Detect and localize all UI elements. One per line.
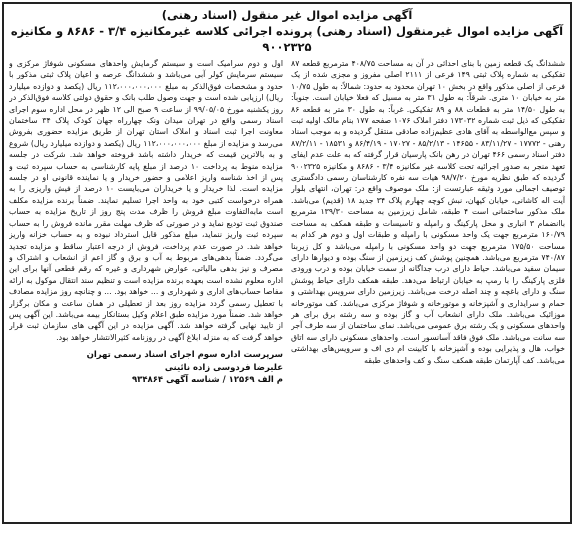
notice-body	[9, 58, 565, 548]
property-description: ششدانگ یک قطعه زمین با بنای احداثی در آن به مساحت ۴۰۸/۷۵ مترمربع قطعه ۸۷ تفکیکی به شماره پلاک ثبتی ۱۴۹ فرعی از ۲۱۱۱ اصلی مفروز و مجزی شده از یک فرعی از اصلی مذکور واقع در بخش ۱۰ تهران محدود به حدود: شمالاً: به طول ۱۰/۷۵ متر به خیابان ۱۰ متری. شرقاً: به طول ۳۱ متر به مسیل که فعلا خیابان است. جنوباً: به طول ۱۴/۵۰ متر به قطعات ۸۸ و ۸۹ تفکیکی. غرباً: به طول ۳۰ متر به قطعه ۸۶ تفکیکی که ذیل ثبت شماره ۱۷۳۰۳۲ دفتر املاک ۱۰۷۶ صفحه ۱۷۷ بنام مالک اولیه ثبت و سپس مع‌الواسطه به آقای هادی عظیم‌زاده صادقی منتقل گردیده و به موجب اسناد رهنی - ۱۷۷۷۲ - ۸۳/۱۱/۲۷ - ۱۴۶۵۵ - ۸۵/۲/۱۳ - ۱۷۰۲۷ - ۸۶/۴/۱۹ و ۱۸۵۳۱ - ۸۷/۲/۱۱ دفتر اسناد رسمی ۴۶۶ تهران در رهن بانک پارسیان قرار گرفته که به علت عدم ایفای تعهد منجر به صدور اجرائیه تحت کلاسه غیر مکانیزه ۳/۴ - ۸۶۸۶ و مکانیزه ۹۰۰۲۳۲۵ گردیده که طبق نظریه مورخ ۹۸/۷/۲۰ هیات سه نفره کارشناسان رسمی دادگستری توصیف اجمالی مورد وثیقه عبارتست از: ملک موصوف واقع در: تهران، انتهای بلوار آیت اله کاشانی، خیابان کیهان، نبش کوچه چهارم پلاک ۳۴ جدید ۱۸ (قدیم) می‌باشد. ملک مذکور ساختمانی است ۴ طبقه، شامل زیرزمین به مساحت ۱۳۹/۳۰ مترمربع باانضمام ۳ انباری و محل پارکینگ و رامپله و تاسیسات و طبقه همکف به مساحت ۱۶۰/۷۹ مترمربع جهت یک واحد مسکونی با رامپله و طبقات اول و دوم هر کدام به مساحت ۱۷۵/۵۰ مترمربع جهت دو واحد مسکونی با رامپله می‌باشد و کل زیربنا ۷۴۰/۸۷ مترمربع می‌باشد. همچنین پوشش کف زیرزمین از سنگ بوده و دیوارها دارای سیمان سفید می‌باشد. حیاط دارای درب جداگانه از سمت خیابان بوده و درب ورودی فلزی پارکینگ را با رمپ به خیابان ارتباط می‌دهد. طبقه همکف دارای حیاط پوشش سنگ و دارای باغچه و چند اصله درخت می‌باشد. زیرزمین دارای سرویس بهداشتی و حمام و سرایداری و آشپزخانه و موتورخانه و شوفاژ مرکزی می‌باشد. کف موتورخانه موزائیک می‌باشد. ملک دارای انشعاب آب و گاز بوده و سه رشته برق برای هر واحدهای مسکونی و یک رشته برق عمومی می‌باشد. نمای ساختمان از سه طرف آجر سه سانت می‌باشد. ملک فوق فاقد آسانسور است. واحدهای مسکونی دارای سه اتاق خواب، هال و پذیرایی بوده و آشپزخانه با کابینت ام دی اف و سرویس‌های بهداشتی می‌باشد. کف آپارتمان طبقه همکف سنگ و کف واحدهای طبقه	[291, 59, 565, 365]
notice-subtitle: آگهی مزایده اموال غیرمنقول (اسناد رهنی) پرونده اجرائی کلاسه غیرمکانیزه ۳/۴ - ۸۶۸۶ و مکانیزه ۹۰۰۲۳۲۵	[10, 24, 564, 54]
auction-notice	[2, 2, 572, 524]
notice-id: م الف ۱۲۵۶۹ / شناسه آگهی ۹۳۴۸۶۴	[131, 375, 283, 386]
signatory-name: علیرضا فردوسی زاده نائینی	[164, 362, 283, 373]
right-column	[291, 58, 565, 548]
auction-terms: اول و دوم سرامیک است و سیستم گرمایش واحدهای مسکونی شوفاژ مرکزی و سیستم سرمایش کولر آبی می‌باشد و ششدانگ عرصه و اعیان پلاک ثبتی مذکور با حدود و مشخصات فوق‌الذکر به مبلغ ۱۱۲،۰۰۰،۰۰۰،۰۰۰ ریال (یکصد و دوازده میلیارد ریال) ارزیابی شده است و جهت وصول طلب بانک و حقوق دولتی کلاسه فوق‌الذکر در روز یکشنبه مورخ ۹۹/۰۵/۰۵ از ساعت ۹ صبح الی ۱۲ ظهر در محل اداره سوم اجرای اسناد رسمی واقع در تهران میدان ونک چهارراه جهان کودک پلاک ۳۴ ساختمان معاونت اجرا ثبت اسناد و املاک استان تهران از طریق مزایده حضوری بفروش می‌رسد و مزایده از مبلغ ۱۱۲،۰۰۰،۰۰۰،۰۰۰ ریال (یکصد و دوازده میلیارد ریال) شروع و به بالاترین قیمت که خریدار داشته باشد فروخته خواهد شد. شرکت در جلسه مزایده منوط به پرداخت ۱۰ درصد از مبلغ پایه کارشناسی به حساب سپرده ثبت و پس از اخذ شناسه واریز اعلامی و حضور خریدار و یا نماینده قانونی او در جلسه مزایده است. لذا خریدار و یا خریداران می‌بایست ۱۰ درصد از فیش واریزی را به همراه درخواست کتبی خود به واحد اجرا تسلیم نمایند. ضمناً برنده مزایده مکلف است مابه‌التفاوت مبلغ فروش را ظرف مدت پنج روز از تاریخ مزایده به حساب صندوق ثبت تودیع نماید و در صورتی که ظرف مهلت مقرر مانده فروش را به حساب سپرده ثبت واریز ننماید، مبلغ مذکور قابل استرداد نبوده و به حساب خزانه واریز خواهد شد. در صورت عدم پرداخت، فروش از درجه اعتبار ساقط و مزایده تجدید می‌گردد. ضمناً بدهی‌های مربوط به آب و برق و گاز اعم از انشعاب و اشتراک و مصرف و نیز بدهی مالیاتی، عوارض شهرداری و غیره که رقم قطعی آنها برای این اداره معلوم نشده است بعهده برنده مزایده است و تنظیم سند انتقال موکول به ارائه مفاصا حساب‌های اداری و شهرداری و ... خواهد بود. ... و چنانچه روز مزایده مصادف با تعطیل رسمی گردد مزایده روز بعد از تعطیلی در همان ساعت و مکان برگزار خواهد شد. ضمناً مورد مزایده طبق اعلام وکیل بستانکار بیمه می‌باشد. این آگهی پس از تایید نهایی گرفته خواهد شد. آگهی مزایده در این آگهی های سازمان ثبت قرار خواهد گرفت که به منزله ابلاغ آگهی در روزنامه کثیرالانتشار خواهد بود.	[9, 59, 283, 342]
signature-block	[9, 349, 283, 387]
notice-title: آگهی مزایده اموال غیر منقول (اسناد رهنی)	[161, 8, 413, 22]
left-column	[9, 58, 283, 548]
signatory-position: سرپرست اداره سوم اجرای اسناد رسمی تهران	[86, 350, 283, 361]
